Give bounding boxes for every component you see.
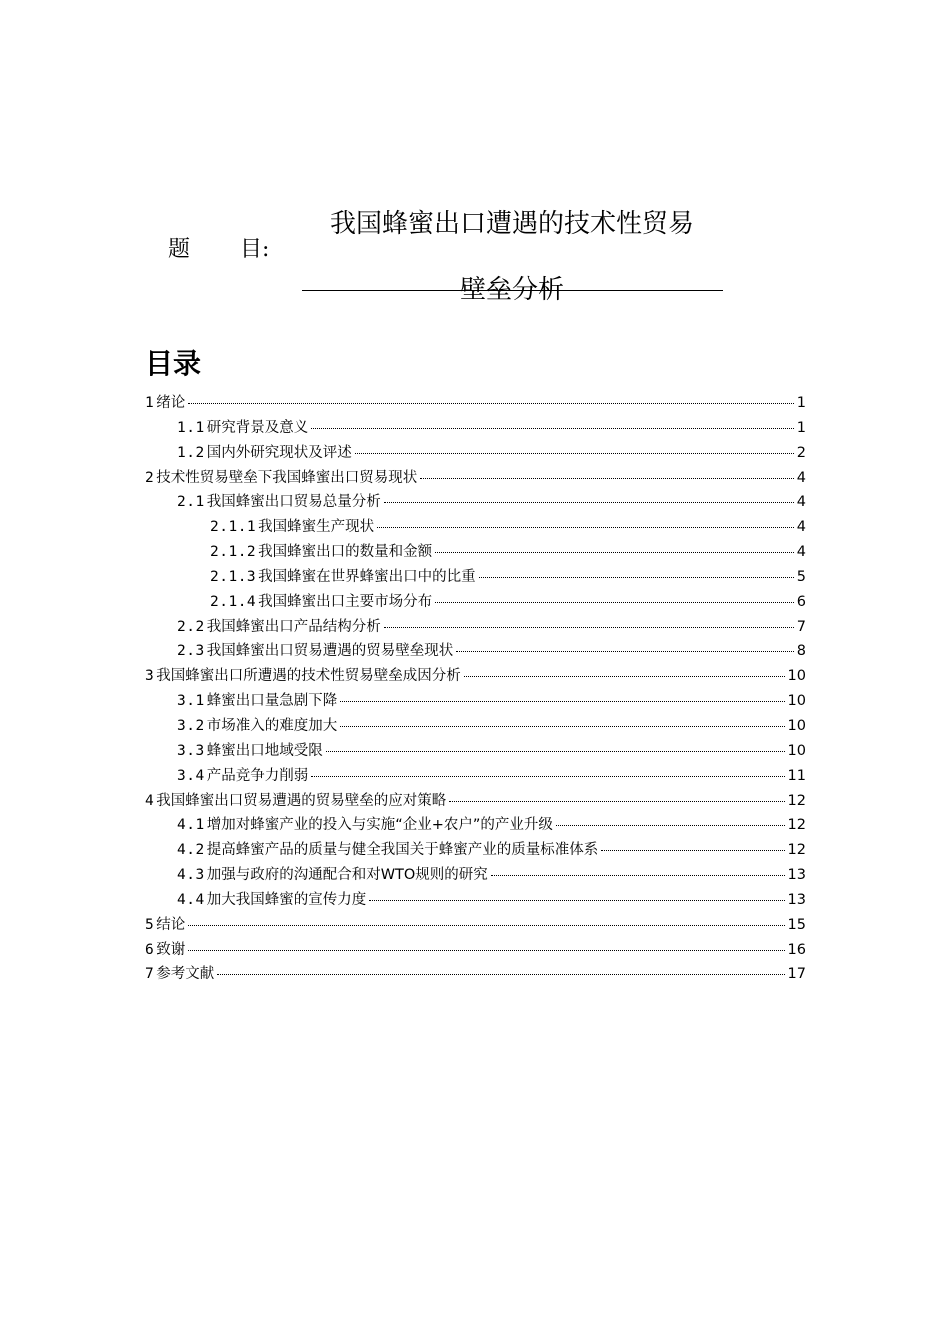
toc-dot-leader xyxy=(188,403,794,404)
toc-entry-number: 2.3 xyxy=(177,643,205,660)
toc-entry-number: 7 xyxy=(145,966,155,983)
title-label-char-1: 题 xyxy=(168,237,191,262)
toc-entry-number: 6 xyxy=(145,941,155,958)
toc-dot-leader xyxy=(217,974,784,975)
toc-entry-title: 技术性贸易壁垒下我国蜂蜜出口贸易现状 xyxy=(156,469,418,486)
toc-dot-leader xyxy=(311,776,784,777)
toc-entry-number: 1.2 xyxy=(177,444,205,461)
toc-entry-page: 15 xyxy=(787,916,806,933)
toc-entry[interactable] xyxy=(145,466,806,491)
toc-entry[interactable] xyxy=(145,416,806,441)
toc-dot-leader xyxy=(340,701,784,702)
toc-entry[interactable] xyxy=(145,938,806,963)
toc-entry-title: 我国蜂蜜出口产品结构分析 xyxy=(206,618,381,635)
toc-entry-page: 16 xyxy=(787,941,806,958)
toc-dot-leader xyxy=(464,676,785,677)
toc-dot-leader xyxy=(449,801,784,802)
toc-entry-page: 1 xyxy=(796,419,806,436)
toc-entry[interactable] xyxy=(145,590,806,615)
toc-entry-title: 蜂蜜出口量急剧下降 xyxy=(206,693,338,710)
toc-dot-leader xyxy=(369,900,784,901)
toc-entry[interactable] xyxy=(145,664,806,689)
toc-entry-page: 17 xyxy=(787,966,806,983)
toc-entry-title: 国内外研究现状及评述 xyxy=(206,444,352,461)
toc-entry-page: 2 xyxy=(796,444,806,461)
toc-entry-title: 我国蜂蜜在世界蜂蜜出口中的比重 xyxy=(258,568,476,585)
toc-entry-page: 13 xyxy=(787,867,806,884)
toc-entry-page: 10 xyxy=(787,742,806,759)
toc-entry-number: 4.2 xyxy=(177,842,205,859)
toc-dot-leader xyxy=(384,627,794,628)
toc-entry[interactable] xyxy=(145,689,806,714)
toc-entry-title: 蜂蜜出口地域受限 xyxy=(206,742,323,759)
toc-entry-title: 提高蜂蜜产品的质量与健全我国关于蜂蜜产业的质量标准体系 xyxy=(206,842,599,859)
toc-entry-title: 致谢 xyxy=(156,941,186,958)
toc-entry-title: 我国蜂蜜出口贸易遭遇的贸易壁垒现状 xyxy=(206,643,454,660)
toc-entry-number: 3.3 xyxy=(177,742,205,759)
toc-dot-leader xyxy=(420,478,794,479)
toc-entry-page: 4 xyxy=(796,494,806,511)
toc-entry[interactable] xyxy=(145,838,806,863)
thesis-title-line-1: 我国蜂蜜出口遭遇的技术性贸易 xyxy=(329,209,694,239)
toc-entry-page: 7 xyxy=(796,618,806,635)
thesis-title-line-2: 壁垒分析 xyxy=(459,275,564,305)
toc-entry-title: 结论 xyxy=(156,916,186,933)
toc-entry-title: 我国蜂蜜出口的数量和金额 xyxy=(258,544,433,561)
toc-entry-number: 3.4 xyxy=(177,767,205,784)
toc-dot-leader xyxy=(188,925,784,926)
toc-entry[interactable] xyxy=(145,789,806,814)
toc-entry[interactable] xyxy=(145,615,806,640)
toc-entry-page: 12 xyxy=(787,842,806,859)
toc-entry-title: 我国蜂蜜出口贸易总量分析 xyxy=(206,494,381,511)
toc-entry[interactable] xyxy=(145,863,806,888)
toc-dot-leader xyxy=(491,875,785,876)
toc-entry-title: 参考文献 xyxy=(156,966,215,983)
toc-entry-title: 增加对蜂蜜产业的投入与实施“企业+农户”的产业升级 xyxy=(206,817,553,834)
toc-entry-number: 3.2 xyxy=(177,717,205,734)
toc-entry-number: 2 xyxy=(145,469,155,486)
toc-dot-leader xyxy=(355,453,794,454)
toc-entry-number: 4 xyxy=(145,792,155,809)
toc-dot-leader xyxy=(311,428,794,429)
toc-entry[interactable] xyxy=(145,888,806,913)
toc-entry-number: 5 xyxy=(145,916,155,933)
title-label xyxy=(168,232,269,263)
toc-dot-leader xyxy=(384,502,794,503)
toc-dot-leader xyxy=(456,651,794,652)
thesis-title xyxy=(302,204,722,310)
toc-entry-page: 5 xyxy=(796,568,806,585)
toc-entry-title: 我国蜂蜜出口所遭遇的技术性贸易壁垒成因分析 xyxy=(156,668,461,685)
toc-entry-number: 4.4 xyxy=(177,891,205,908)
toc-entry-number: 2.1.2 xyxy=(210,544,257,561)
toc-entry-number: 4.1 xyxy=(177,817,205,834)
toc-entry-title: 绪论 xyxy=(156,395,186,411)
toc-entry-page: 12 xyxy=(787,817,806,834)
toc-entry-number: 3.1 xyxy=(177,693,205,710)
toc-entry-page: 11 xyxy=(787,767,806,784)
toc-entry[interactable] xyxy=(145,515,806,540)
toc-entry[interactable] xyxy=(145,540,806,565)
toc-entry-number: 3 xyxy=(145,668,155,685)
toc-entry[interactable] xyxy=(145,714,806,739)
toc-heading: 目录 xyxy=(145,347,202,380)
toc-entry[interactable] xyxy=(145,739,806,764)
title-label-char-2: 目: xyxy=(240,237,270,262)
toc-entry[interactable] xyxy=(145,962,806,987)
toc-entry-number: 2.1.4 xyxy=(210,593,257,610)
toc-dot-leader xyxy=(326,751,785,752)
toc-entry-title: 我国蜂蜜生产现状 xyxy=(258,519,375,536)
toc-entry[interactable] xyxy=(145,391,806,416)
toc-entry-title: 产品竞争力削弱 xyxy=(206,767,309,784)
toc-entry[interactable] xyxy=(145,639,806,664)
table-of-contents xyxy=(145,391,806,987)
toc-dot-leader xyxy=(188,950,784,951)
toc-dot-leader xyxy=(601,850,784,851)
toc-entry[interactable] xyxy=(145,565,806,590)
toc-dot-leader xyxy=(435,602,794,603)
title-underline xyxy=(302,290,723,291)
toc-entry[interactable] xyxy=(145,441,806,466)
toc-entry-title: 我国蜂蜜出口贸易遭遇的贸易壁垒的应对策略 xyxy=(156,792,447,809)
toc-dot-leader xyxy=(479,577,794,578)
toc-entry-page: 4 xyxy=(796,469,806,486)
toc-entry-page: 4 xyxy=(796,544,806,561)
toc-entry-page: 4 xyxy=(796,519,806,536)
toc-entry-number: 2.1.1 xyxy=(210,519,257,536)
toc-entry-page: 10 xyxy=(787,717,806,734)
toc-entry-number: 2.2 xyxy=(177,618,205,635)
toc-entry-number: 1.1 xyxy=(177,419,205,436)
toc-dot-leader xyxy=(435,552,794,553)
toc-entry-number: 2.1 xyxy=(177,494,205,511)
toc-entry-page: 8 xyxy=(796,643,806,660)
toc-entry-number: 4.3 xyxy=(177,867,205,884)
toc-dot-leader xyxy=(556,825,785,826)
toc-entry-page: 1 xyxy=(796,395,806,411)
toc-entry[interactable] xyxy=(145,490,806,515)
toc-entry-title: 加强与政府的沟通配合和对WTO规则的研究 xyxy=(206,867,488,884)
toc-entry-title: 研究背景及意义 xyxy=(206,419,309,436)
toc-dot-leader xyxy=(377,527,794,528)
toc-entry-title: 市场准入的难度加大 xyxy=(206,717,338,734)
toc-entry-title: 加大我国蜂蜜的宣传力度 xyxy=(206,891,367,908)
toc-entry-page: 13 xyxy=(787,891,806,908)
toc-entry-number: 1 xyxy=(145,395,155,411)
toc-dot-leader xyxy=(340,726,784,727)
toc-entry-page: 10 xyxy=(787,693,806,710)
toc-entry-page: 6 xyxy=(796,593,806,610)
toc-entry[interactable] xyxy=(145,764,806,789)
toc-entry-title: 我国蜂蜜出口主要市场分布 xyxy=(258,593,433,610)
title-block xyxy=(0,0,950,305)
toc-entry[interactable] xyxy=(145,913,806,938)
toc-entry-page: 12 xyxy=(787,792,806,809)
toc-entry-number: 2.1.3 xyxy=(210,568,257,585)
toc-entry-page: 10 xyxy=(787,668,806,685)
toc-entry[interactable] xyxy=(145,813,806,838)
